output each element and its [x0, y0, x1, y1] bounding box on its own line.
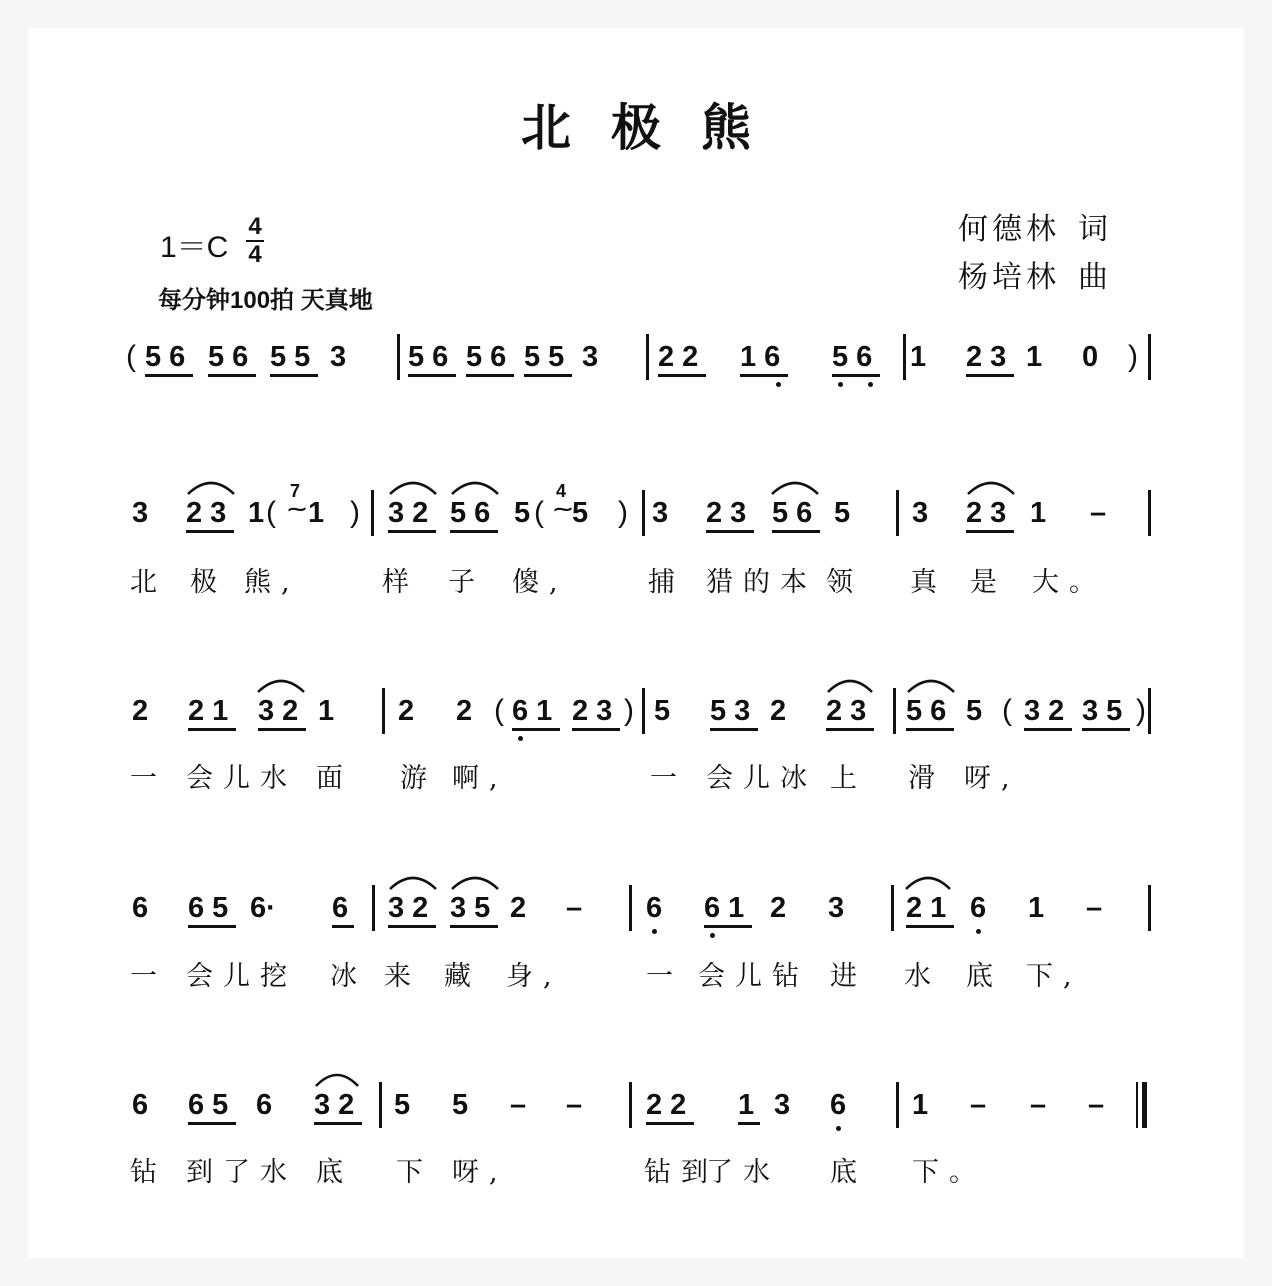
- lyric: 极: [190, 567, 227, 598]
- note: 2: [456, 695, 473, 727]
- note: 5 3: [710, 695, 751, 727]
- note: 3: [132, 497, 149, 529]
- slur: [772, 483, 818, 494]
- slur: [906, 878, 950, 889]
- lyric: 滑: [908, 763, 945, 794]
- composer-name: 杨培林: [958, 260, 1060, 295]
- note: 2 3: [186, 497, 227, 529]
- note: 6 5: [188, 1089, 229, 1121]
- lyric: 水: [904, 961, 941, 992]
- lyric: 面: [316, 763, 353, 794]
- lyric: 下。: [912, 1157, 986, 1188]
- note: –: [566, 892, 583, 924]
- lyric: 北: [130, 567, 167, 598]
- slur: [316, 1075, 358, 1086]
- note: 3 5: [1082, 695, 1123, 727]
- note: 2: [510, 892, 527, 924]
- note: ): [350, 496, 360, 529]
- slur: [968, 483, 1014, 494]
- note: 1: [318, 695, 335, 727]
- note: 6 5: [188, 892, 229, 924]
- slur: [390, 483, 436, 494]
- slur: [258, 681, 304, 692]
- note: ): [1128, 340, 1138, 373]
- note: 5: [834, 497, 851, 529]
- note: 5 6: [906, 695, 947, 727]
- lyric: 领: [826, 567, 863, 598]
- lyric: 呀,: [964, 763, 1020, 794]
- note: 2 2: [658, 341, 699, 373]
- note: 6 1: [512, 695, 553, 727]
- note: 1: [248, 497, 265, 529]
- note: 6: [132, 1089, 149, 1121]
- note: 5 6: [832, 341, 873, 373]
- note: 5: [514, 497, 531, 529]
- note: ): [624, 694, 634, 727]
- note: 2 3: [706, 497, 747, 529]
- note: 2 3: [826, 695, 867, 727]
- time-signature-bottom: 4: [248, 241, 262, 268]
- note: 3 5: [450, 892, 491, 924]
- grace-squiggle: ⁓: [288, 499, 306, 519]
- note: 3 2: [1024, 695, 1065, 727]
- composer-role: 曲: [1078, 260, 1112, 295]
- slur: [828, 681, 872, 692]
- lyric: 钻: [130, 1157, 167, 1188]
- note: 2 3: [966, 341, 1007, 373]
- lyric: 到了水: [186, 1157, 297, 1188]
- note: 5 6: [450, 497, 491, 529]
- lyric: 是: [970, 567, 1007, 598]
- note: 2 2: [646, 1089, 687, 1121]
- lyric: 底: [830, 1157, 867, 1188]
- note: (: [494, 694, 504, 727]
- note: 6: [970, 892, 987, 924]
- lyric: 猎的本: [706, 567, 817, 598]
- note: 6: [830, 1089, 847, 1121]
- note: (: [266, 496, 276, 529]
- lyric: 大。: [1032, 567, 1106, 598]
- note: 1: [912, 1089, 929, 1121]
- note: 6: [332, 892, 349, 924]
- note: 2 3: [572, 695, 613, 727]
- note: 1: [910, 341, 927, 373]
- note: –: [1088, 1089, 1105, 1121]
- lyric: 游: [400, 763, 437, 794]
- note: 7: [290, 481, 301, 501]
- note: 5 5: [270, 341, 311, 373]
- note: 5 5: [524, 341, 565, 373]
- note: ): [1136, 694, 1146, 727]
- lyric: 啊,: [452, 763, 508, 794]
- lyric: 会儿挖: [186, 961, 297, 992]
- note: –: [1030, 1089, 1047, 1121]
- note: 1: [1026, 341, 1043, 373]
- note: 5: [966, 695, 983, 727]
- note: 3: [828, 892, 845, 924]
- lyric: 会儿钻: [698, 961, 809, 992]
- note: 2: [398, 695, 415, 727]
- slur: [452, 878, 498, 889]
- note: 5: [452, 1089, 469, 1121]
- note: 5: [572, 497, 589, 529]
- lyric: 呀,: [452, 1157, 508, 1188]
- lyric: 傻,: [512, 567, 568, 598]
- note: 3: [912, 497, 929, 529]
- lyric: 一: [130, 763, 167, 794]
- lyric: 熊,: [244, 567, 300, 598]
- note: –: [970, 1089, 987, 1121]
- lyric: 来: [384, 961, 421, 992]
- note: 5 6: [408, 341, 449, 373]
- note: 5 6: [208, 341, 249, 373]
- lyric: 底: [316, 1157, 353, 1188]
- note: –: [510, 1089, 527, 1121]
- note: 5 6: [466, 341, 507, 373]
- note: 6 1: [704, 892, 745, 924]
- lyric: 下: [396, 1157, 433, 1188]
- note: –: [1090, 497, 1107, 529]
- note: 5: [654, 695, 671, 727]
- note: 3 2: [388, 892, 429, 924]
- tempo-marking: 每分钟100拍 天真地: [158, 287, 373, 314]
- note: 2: [770, 695, 787, 727]
- song-title: 北极熊: [521, 98, 791, 157]
- lyric: 一: [130, 961, 167, 992]
- grace-squiggle: ⁓: [554, 499, 572, 519]
- lyric: 下,: [1026, 961, 1082, 992]
- note: 2: [770, 892, 787, 924]
- note: 1: [738, 1089, 755, 1121]
- lyric: 会儿水: [186, 763, 297, 794]
- note: 6: [646, 892, 663, 924]
- note: 0: [1082, 341, 1099, 373]
- lyric: 身,: [506, 961, 562, 992]
- lyric: 底: [966, 961, 1003, 992]
- key-signature: 1＝C: [160, 231, 229, 264]
- note: –: [1086, 892, 1103, 924]
- lyric: 藏: [444, 961, 481, 992]
- note: 1: [308, 497, 325, 529]
- time-signature-top: 4: [248, 213, 262, 240]
- lyric: 子: [448, 567, 485, 598]
- note: 4: [556, 481, 567, 501]
- note: 3: [774, 1089, 791, 1121]
- lyric: 钻到: [644, 1157, 718, 1188]
- note: 3: [652, 497, 669, 529]
- note: 3 2: [314, 1089, 355, 1121]
- lyric: 进: [830, 961, 867, 992]
- note: (: [126, 340, 136, 373]
- note: –: [566, 1089, 583, 1121]
- note: 5: [394, 1089, 411, 1121]
- lyric: 一: [646, 961, 683, 992]
- note: (: [534, 496, 544, 529]
- note: 1: [1028, 892, 1045, 924]
- note: 3: [330, 341, 347, 373]
- note: 1: [1030, 497, 1047, 529]
- lyric: 上: [830, 763, 867, 794]
- lyricist-name: 何德林: [958, 212, 1060, 247]
- note: 5 6: [145, 341, 186, 373]
- note: (: [1002, 694, 1012, 727]
- slur: [390, 878, 436, 889]
- note: 2 3: [966, 497, 1007, 529]
- note: 2: [132, 695, 149, 727]
- note: 2 1: [906, 892, 947, 924]
- note: ): [618, 496, 628, 529]
- note: 3: [582, 341, 599, 373]
- lyric: 会儿冰: [706, 763, 817, 794]
- lyric: 真: [910, 567, 947, 598]
- note: 3 2: [388, 497, 429, 529]
- lyric: 冰: [330, 961, 367, 992]
- slur: [188, 483, 234, 494]
- note: 6: [256, 1089, 273, 1121]
- note: 2 1: [188, 695, 229, 727]
- lyric: 样: [382, 567, 419, 598]
- lyric: 一: [650, 763, 687, 794]
- note: 1 6: [740, 341, 781, 373]
- note: 6: [132, 892, 149, 924]
- lyricist-role: 词: [1078, 212, 1112, 247]
- note: 3 2: [258, 695, 299, 727]
- lyric: 捕: [648, 567, 685, 598]
- note: 5 6: [772, 497, 813, 529]
- note: 6·: [250, 892, 276, 924]
- slur: [908, 681, 954, 692]
- slur: [452, 483, 498, 494]
- lyric: 了水: [706, 1157, 780, 1188]
